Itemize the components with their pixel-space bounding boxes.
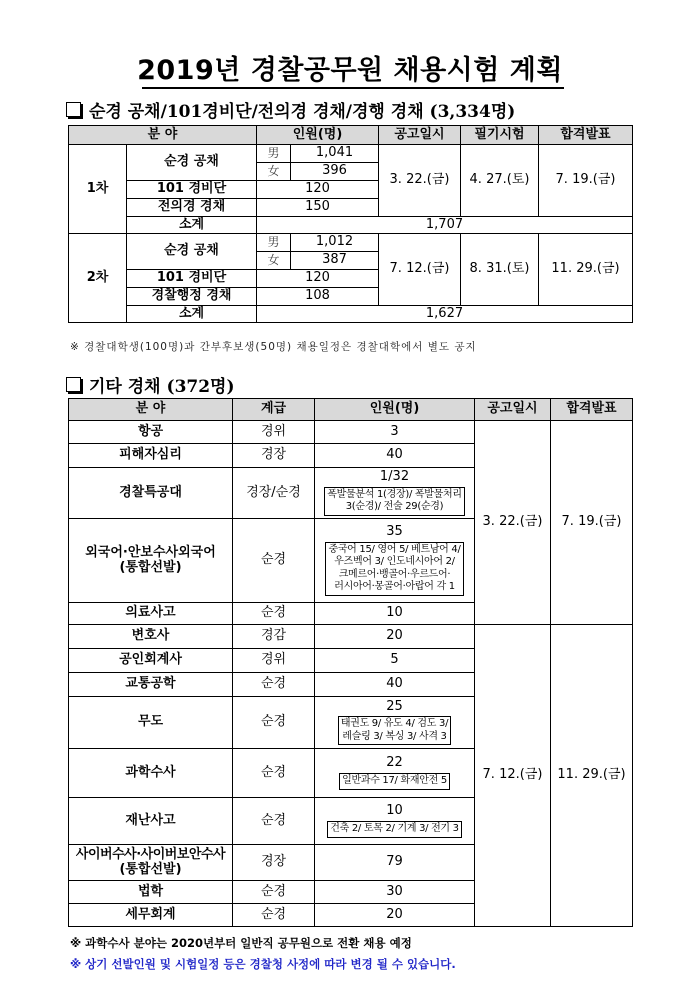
section2-heading-text: 기타 경채 (372명) <box>89 377 235 397</box>
row-count: 79 <box>315 845 475 881</box>
header-field: 분 야 <box>69 399 233 421</box>
table-round-schedule <box>68 125 633 323</box>
row-detail-box <box>327 821 462 838</box>
row-detail-line: 중국어 15/ 영어 5/ 베트남어 4/ <box>328 543 461 555</box>
section1-heading-text: 순경 공채/101경비단/전의경 경채/경행 경채 (3,334명) <box>89 102 516 122</box>
row-field-sub: (통합선발) <box>119 559 182 575</box>
row-rank: 순경 <box>233 904 315 927</box>
row-rank: 순경 <box>233 519 315 603</box>
round2-label: 2차 <box>69 234 127 323</box>
row-field: 교통공학 <box>69 673 233 697</box>
round2-female-count: 387 <box>291 252 379 270</box>
row-field: 법학 <box>69 881 233 904</box>
round1-result: 7. 19.(금) <box>539 145 633 217</box>
header-result: 합격발표 <box>551 399 633 421</box>
group1-result: 7. 19.(금) <box>551 421 633 625</box>
row-rank: 순경 <box>233 697 315 749</box>
row-detail-line: 일반과수 17/ 화재안전 5 <box>342 775 447 787</box>
row-field: 항공 <box>69 421 233 444</box>
group1-notice: 3. 22.(금) <box>475 421 551 625</box>
row-count: 40 <box>315 673 475 697</box>
round1-written: 4. 27.(토) <box>461 145 539 217</box>
row-field: 재난사고 <box>69 798 233 845</box>
round1-female-count: 396 <box>291 163 379 181</box>
round2-female-label: 女 <box>257 252 291 270</box>
row-rank: 순경 <box>233 603 315 625</box>
round2-male-count: 1,012 <box>291 234 379 252</box>
row-rank: 경위 <box>233 649 315 673</box>
row-detail-box <box>324 487 464 516</box>
table-other-recruitment <box>68 398 633 927</box>
row-field: 과학수사 <box>69 749 233 798</box>
row-field: 공인회계사 <box>69 649 233 673</box>
row-count: 30 <box>315 881 475 904</box>
row-rank: 경장 <box>233 444 315 468</box>
round1-r2: 101 경비단 <box>127 181 257 199</box>
row-field: 변호사 <box>69 625 233 649</box>
row-field: 사이버수사·사이버보안수사 <box>75 846 226 862</box>
section1-heading <box>66 97 515 122</box>
row-count-cell <box>315 519 475 603</box>
title-underline <box>142 87 564 89</box>
header-count: 인원(명) <box>315 399 475 421</box>
row-count: 20 <box>315 625 475 649</box>
row-count-cell <box>315 697 475 749</box>
round1-female-label: 女 <box>257 163 291 181</box>
row-field-cell <box>69 519 233 603</box>
row-count: 22 <box>386 755 403 771</box>
round1-r3: 전의경 경채 <box>127 199 257 217</box>
table-row <box>69 421 633 444</box>
round1-male-label: 男 <box>257 145 291 163</box>
note-disclaimer: ※ 상기 선발인원 및 시험일정 등은 경찰청 사정에 따라 변경 될 수 있습니다. <box>70 957 456 971</box>
row-detail-line: 폭발물분석 1(경장)/ 폭발물처리 <box>327 488 462 500</box>
row-count-cell <box>315 749 475 798</box>
page-title: 2019년 경찰공무원 채용시험 계획 <box>137 55 563 86</box>
table-row <box>69 625 633 649</box>
row-detail-box <box>338 716 451 745</box>
row-field: 세무회계 <box>69 904 233 927</box>
group2-result: 11. 29.(금) <box>551 625 633 927</box>
row-field: 피해자심리 <box>69 444 233 468</box>
row-count: 20 <box>315 904 475 927</box>
row-count: 10 <box>386 803 403 819</box>
row-field-sub: (통합선발) <box>119 861 182 877</box>
row-rank: 순경 <box>233 798 315 845</box>
row-detail-line: 태권도 9/ 유도 4/ 검도 3/ <box>340 718 449 730</box>
group2-notice: 7. 12.(금) <box>475 625 551 927</box>
row-rank: 경감 <box>233 625 315 649</box>
round1-notice: 3. 22.(금) <box>379 145 461 217</box>
row-detail-line: 우즈벡어 3/ 인도네시아어 2/ <box>334 556 455 568</box>
round2-result: 11. 29.(금) <box>539 234 633 306</box>
round2-r3: 경찰행정 경채 <box>127 288 257 306</box>
round1-male-count: 1,041 <box>291 145 379 163</box>
row-field: 경찰특공대 <box>69 468 233 519</box>
row-detail-line: 건축 2/ 토목 2/ 기계 3/ 전기 3 <box>330 823 459 835</box>
header-field: 분 야 <box>69 126 257 145</box>
row-field: 무도 <box>69 697 233 749</box>
row-rank: 경위 <box>233 421 315 444</box>
row-rank: 경장/순경 <box>233 468 315 519</box>
round2-male-label: 男 <box>257 234 291 252</box>
round2-r2-count: 120 <box>257 270 379 288</box>
row-detail-box <box>339 773 450 790</box>
row-rank: 경장 <box>233 845 315 881</box>
round1-subtotal-count: 1,707 <box>257 217 633 234</box>
header-count: 인원(명) <box>257 126 379 145</box>
row-count: 10 <box>315 603 475 625</box>
row-rank: 순경 <box>233 749 315 798</box>
round1-subtotal: 소계 <box>127 217 257 234</box>
row-count: 1/32 <box>379 469 410 485</box>
header-written: 필기시험 <box>461 126 539 145</box>
header-result: 합격발표 <box>539 126 633 145</box>
row-count: 5 <box>315 649 475 673</box>
round1-label: 1차 <box>69 145 127 234</box>
row-rank: 순경 <box>233 673 315 697</box>
row-detail-box <box>325 542 463 596</box>
row-count-cell <box>315 798 475 845</box>
row-count: 35 <box>386 524 403 540</box>
round2-r2: 101 경비단 <box>127 270 257 288</box>
round1-open: 순경 공채 <box>127 145 257 181</box>
round2-open: 순경 공채 <box>127 234 257 270</box>
row-field: 외국어·안보수사외국어 <box>85 544 216 560</box>
row-detail-line: 크메르어·뱅골어·우르드어· <box>338 568 451 580</box>
row-detail-line: 레슬링 3/ 복싱 3/ 사격 3 <box>342 730 447 742</box>
row-rank: 순경 <box>233 881 315 904</box>
row-field-cell <box>69 845 233 881</box>
round1-r2-count: 120 <box>257 181 379 199</box>
note-police-university: ※ 경찰대학생(100명)과 간부후보생(50명) 채용일정은 경찰대학에서 별도 공지 <box>70 341 477 353</box>
round2-written: 8. 31.(토) <box>461 234 539 306</box>
round1-r3-count: 150 <box>257 199 379 217</box>
section2-heading <box>66 372 235 397</box>
row-count: 25 <box>386 698 403 714</box>
row-detail-line: 러시아어·몽골어·아랍어 각 1 <box>334 581 455 593</box>
row-count-cell <box>315 468 475 519</box>
round2-subtotal-count: 1,627 <box>257 306 633 323</box>
checkbox-square-icon <box>66 102 81 117</box>
header-notice: 공고일시 <box>475 399 551 421</box>
row-count: 3 <box>315 421 475 444</box>
round2-r3-count: 108 <box>257 288 379 306</box>
header-notice: 공고일시 <box>379 126 461 145</box>
header-rank: 계급 <box>233 399 315 421</box>
row-count: 40 <box>315 444 475 468</box>
checkbox-square-icon <box>66 377 81 392</box>
round2-subtotal: 소계 <box>127 306 257 323</box>
row-detail-line: 3(순경)/ 전술 29(순경) <box>345 501 444 513</box>
note-forensics: ※ 과학수사 분야는 2020년부터 일반직 공무원으로 전환 채용 예정 <box>70 936 412 950</box>
round2-notice: 7. 12.(금) <box>379 234 461 306</box>
row-field: 의료사고 <box>69 603 233 625</box>
